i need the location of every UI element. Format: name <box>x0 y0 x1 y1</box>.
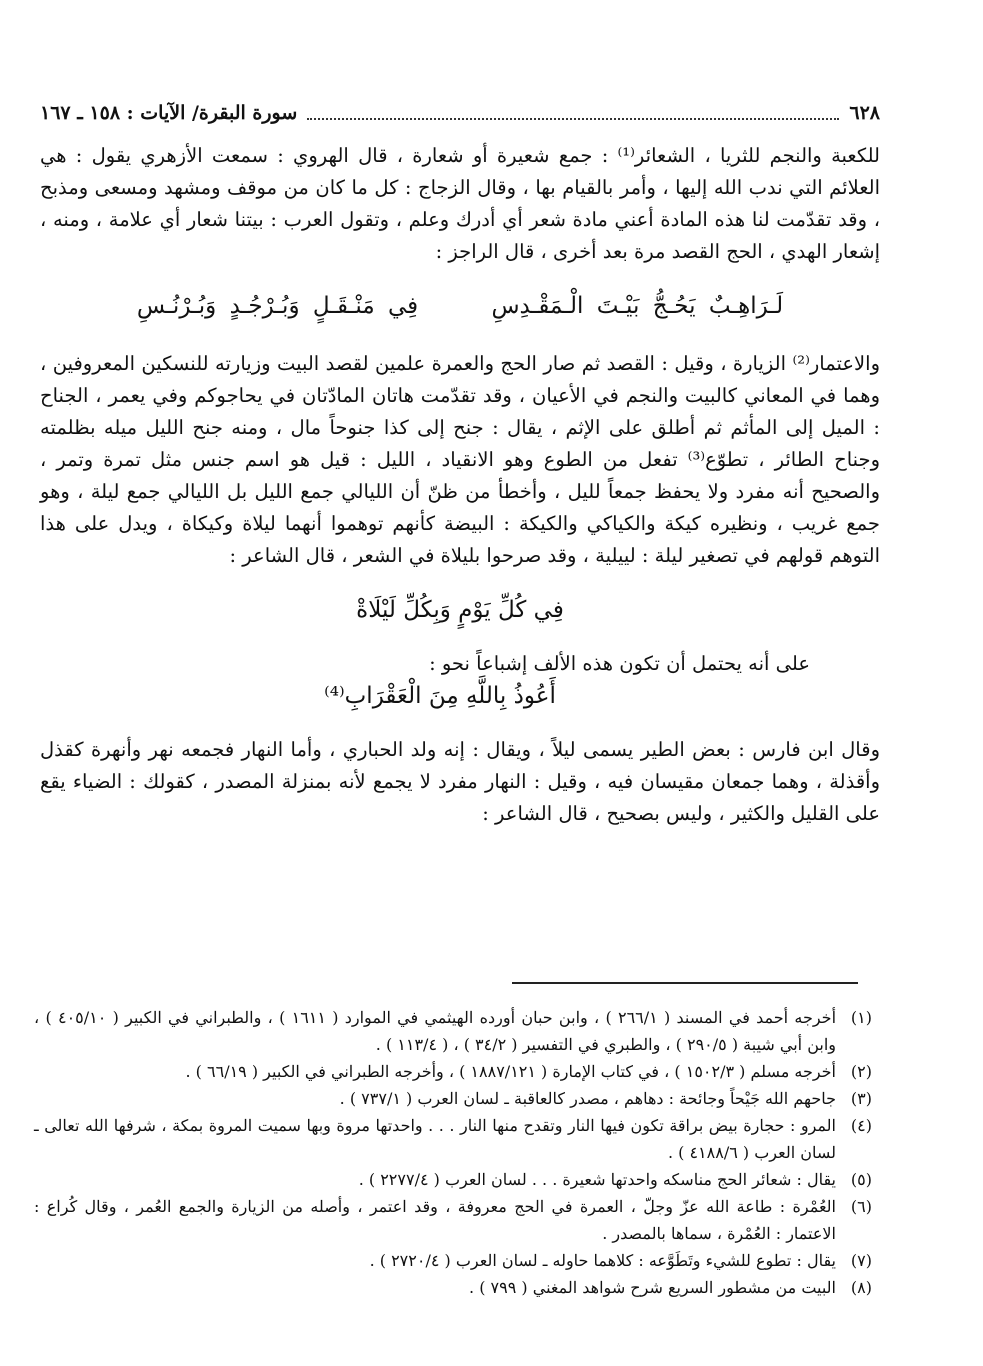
page-number: ٦٢٨ <box>849 102 880 124</box>
footnote-number: (٥) <box>850 1170 872 1189</box>
footnote-5 <box>34 1166 872 1193</box>
footnote-3 <box>34 1085 872 1112</box>
paragraph-3: وقال ابن فارس : بعض الطير يسمى ليلاً ، ويقال : إنه ولد الحباري ، وأما النهار فجمعه نهر وأنهرة كقذل وأقذلة ، وهما جمعان مقيسان فيه ، وقيل : النهار مفرد لا يجمع لأنه بمنزلة المصدر ، كقولك : الضياء يقع على القليل والكثير ، وليس بصحيح ، قال الشاعر : <box>40 738 880 825</box>
footnote-4 <box>34 1112 872 1166</box>
footnote-number: (٧) <box>850 1251 872 1270</box>
verse-1-first-hemistich: لَـرَاهِـبٌ يَحُـجُّ بَيْـتَ الْـمَقْـدِسِ <box>491 293 784 319</box>
footnote-number: (٦) <box>850 1197 872 1216</box>
footnote-text: أخرجه أحمد في المسند ( ٢٦٦/١ ) ، وابن حبان أورده الهيثمي في الموارد ( ١٦١١ ) ، والطبراني في الكبير ( ٤٠٥/١٠ ) ، وابن أبي شيبة ( ٢٩٠/٥ ) ، والطبري في التفسير ( ٣٤/٢ ) ، ( ١١٣/٤ ) . <box>34 1008 837 1054</box>
footnote-text: يقال : شعائر الحج مناسكه واحدتها شعيرة . . . لسان العرب ( ٢٢٧٧/٤ ) . <box>358 1170 836 1189</box>
footnote-number: (٨) <box>850 1278 872 1297</box>
footnotes <box>34 1004 872 1301</box>
lead-line-3: على أنه يحتمل أن تكون هذه الألف إشباعاً نحو : <box>429 652 810 675</box>
verse-2: فِي كُلِّ يَوْمٍ وَبِكُلِّ لَيْلَاةْ <box>356 597 564 623</box>
footnote-1 <box>34 1004 872 1058</box>
footnote-number: (١) <box>850 1008 872 1027</box>
verse-3: أَعُوذُ بِاللَّهِ مِنَ الْعَقْرَابِ⁽⁴⁾ <box>324 683 556 709</box>
footnote-text: جاحهم الله جَيْحاً وجائحة : دهاهم ، مصدر كالعاقبة ـ لسان العرب ( ٧٣٧/١ ) . <box>339 1089 836 1108</box>
footnote-text: يقال : تطوع للشيء وتَطَوَّعه : كلاهما حاوله ـ لسان العرب ( ٢٧٢٠/٤ ) . <box>369 1251 836 1270</box>
footnote-number: (٤) <box>850 1116 872 1135</box>
verse-1 <box>40 290 880 322</box>
page-header <box>40 98 880 128</box>
footnote-2 <box>34 1058 872 1085</box>
footnote-6 <box>34 1193 872 1247</box>
main-text <box>40 140 880 830</box>
footnote-text: المرو : حجارة بيض براقة تكون فيها النار وتقدح منها النار . . . واحدتها مروة وبها سميت المروة بمكة ، شرفها الله تعالى ـ لسان العرب ( ٤١٨٨/٦ ) . <box>34 1116 836 1162</box>
paragraph-1: للكعبة والنجم للثريا ، الشعائر⁽¹⁾ : جمع شعيرة أو شعارة ، قال الهروي : سمعت الأزهري يقول : هي العلائم التي ندب الله إليها ، وأمر بالقيام بها ، وقال الزجاج : كل ما كان من موقف ومشهد ومسعى ومذبح ، وقد تقدّمت لنا هذه المادة أعني مادة شعر أي أدرك وعلم ، وتقول العرب : بيتنا شعار أي علامة ، ومنه ، إشعار الهدي ، الحج القصد مرة بعد أخرى ، قال الراجز : <box>40 144 880 263</box>
footnote-text: البيت من مشطور السريع شرح شواهد المغني ( ٧٩٩ ) . <box>469 1278 836 1297</box>
header-leader-dots <box>307 106 839 120</box>
verse-1-second-hemistich: فِي مَنْـقَـلٍ وَبُـرْجُـدٍ وَبُـرْنُـسِ <box>136 293 419 319</box>
footnote-number: (٣) <box>850 1089 872 1108</box>
footnote-text: أخرجه مسلم ( ١٥٠٢/٣ ) ، في كتاب الإمارة ( ١٨٨٧/١٢١ ) ، وأخرجه الطبراني في الكبير ( ٦٦/١٩ ) . <box>185 1062 836 1081</box>
paragraph-2: والاعتمار⁽²⁾ الزيارة ، وقيل : القصد ثم صار الحج والعمرة علمين لقصد البيت وزيارته للنسكين المعروفين ، وهما في المعاني كالبيت والنجم في الأعيان ، وقد تقدّمت هاتان المادّتان في يحاجوكم وفي يعمر ، الجناح : الميل إلى المأثم ثم أطلق على الإثم ، يقال : جنح إلى كذا جنوحاً مال ، ومنه جنح الليل ميله بظلمته وجناح الطائر ، تطوّع⁽³⁾ تفعل من الطوع وهو الانقياد ، الليل : قيل هو اسم جنس مثل تمرة وتمر ، والصحيح أنه مفرد ولا يحفظ جمعاً لليل ، وأخطأ من ظنّ أن الليالي جمع الليل بل الليالي جمع ليلة ، وهو جمع غريب ، ونظيره كيكة والكياكي والكيكة : البيضة كأنهم توهموا أنهما ليلاة وكيكاة ، ويدل على هذا التوهم قولهم في تصغير ليلة : لييلية ، وقد صرحوا بليلاة في الشعر ، قال الشاعر : <box>40 352 880 567</box>
running-title: سورة البقرة/ الآيات : ١٥٨ ـ ١٦٧ <box>40 102 298 124</box>
footnote-8 <box>34 1274 872 1301</box>
footnote-text: العُمْرة : طاعة الله عزّ وجلّ ، العمرة في الحج معروفة ، وقد اعتمر ، وأصله من الزيارة والجمع العُمر ، وقال كُراع : الاعتمار : العُمْرة ، سماها بالمصدر . <box>34 1197 836 1243</box>
footnote-7 <box>34 1247 872 1274</box>
footnote-number: (٢) <box>850 1062 872 1081</box>
footnote-separator <box>512 982 858 984</box>
